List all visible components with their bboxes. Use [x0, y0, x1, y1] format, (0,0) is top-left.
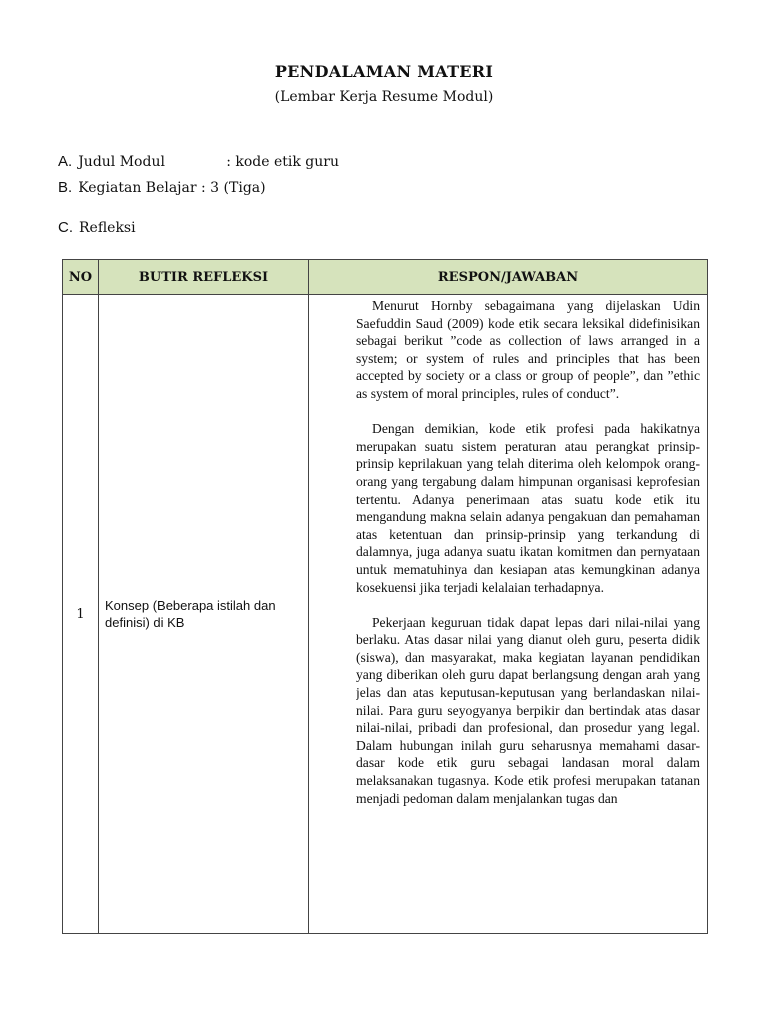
module-title-row: [58, 153, 339, 170]
header-butir-refleksi: BUTIR REFLEKSI: [99, 260, 309, 295]
response-paragraph-2: Dengan demikian, kode etik profesi pada hakikatnya merupakan suatu sistem peraturan atau perangkat prinsip-prinsip keprilakuan yang telah diterima oleh kelompok orang-orang yang tergabung dalam himpunan organisasi keprofesian tertentu. Adanya penerimaan atas suatu kode etik itu mengandung makna selain adanya pengakuan dan pemahaman atas ketentuan dan prinsip-prinsip yang terkandung di dalamnya, juga adanya suatu ikatan komitmen dan pernyataan untuk mematuhinya dan kesiapan atas kemungkinan adanya kosekuensi jika terjadi kelalaian terhadapnya.: [356, 421, 700, 595]
header-no: NO: [63, 260, 99, 295]
response-cell: [309, 295, 708, 934]
item-letter-b: B.: [58, 179, 73, 196]
header-respon-jawaban: RESPON/JAWABAN: [309, 260, 708, 295]
document-subtitle: (Lembar Kerja Resume Modul): [274, 89, 494, 105]
table-row: [63, 295, 708, 934]
response-paragraph-1: Menurut Hornby sebagaimana yang dijelaskan Udin Saefuddin Saud (2009) kode etik secara leksikal didefinisikan sebagai berikut ”code as collection of laws arranged in a system; or system of rules and principles that has been accepted by society or a class or group of people”, dan ”ethic as system of moral principles, rules of conduct”.: [356, 298, 700, 401]
item-letter-a: A.: [58, 153, 73, 170]
learning-activity-value: : 3 (Tiga): [201, 180, 266, 196]
reflection-item: Konsep (Beberapa istilah dan definisi) di KB: [99, 295, 309, 934]
reflection-label: Refleksi: [79, 220, 136, 236]
item-letter-c: C.: [58, 219, 73, 236]
module-title-value: : kode etik guru: [226, 154, 339, 170]
row-number: 1: [63, 295, 99, 934]
document-title: PENDALAMAN MATERI: [274, 62, 494, 81]
response-paragraph-3: Pekerjaan keguruan tidak dapat lepas dari nilai-nilai yang berlaku. Atas dasar nilai yang dianut oleh guru, peserta didik (siswa), dan masyarakat, maka kegiatan layanan pendidikan yang diberikan oleh guru dapat berlangsung dengan arah yang jelas dan atas keputusan-keputusan yang berlandaskan nilai-nilai. Para guru seyogyanya berpikir dan bertindak atas dasar nilai-nilai, pribadi dan profesional, dan prosedur yang legal. Dalam hubungan inilah guru seharusnya memahami dasar-dasar kode etik guru sebagai landasan moral dalam melaksanakan tugasnya. Kode etik profesi merupakan tatanan menjadi pedoman dalam menjalankan tugas dan: [356, 614, 700, 806]
table-header-row: [63, 260, 708, 295]
learning-activity-label: Kegiatan Belajar: [78, 180, 197, 196]
learning-activity-row: [58, 179, 266, 196]
reflection-row: [58, 219, 136, 236]
reflection-table: [62, 259, 708, 934]
module-title-label: Judul Modul: [78, 154, 165, 170]
